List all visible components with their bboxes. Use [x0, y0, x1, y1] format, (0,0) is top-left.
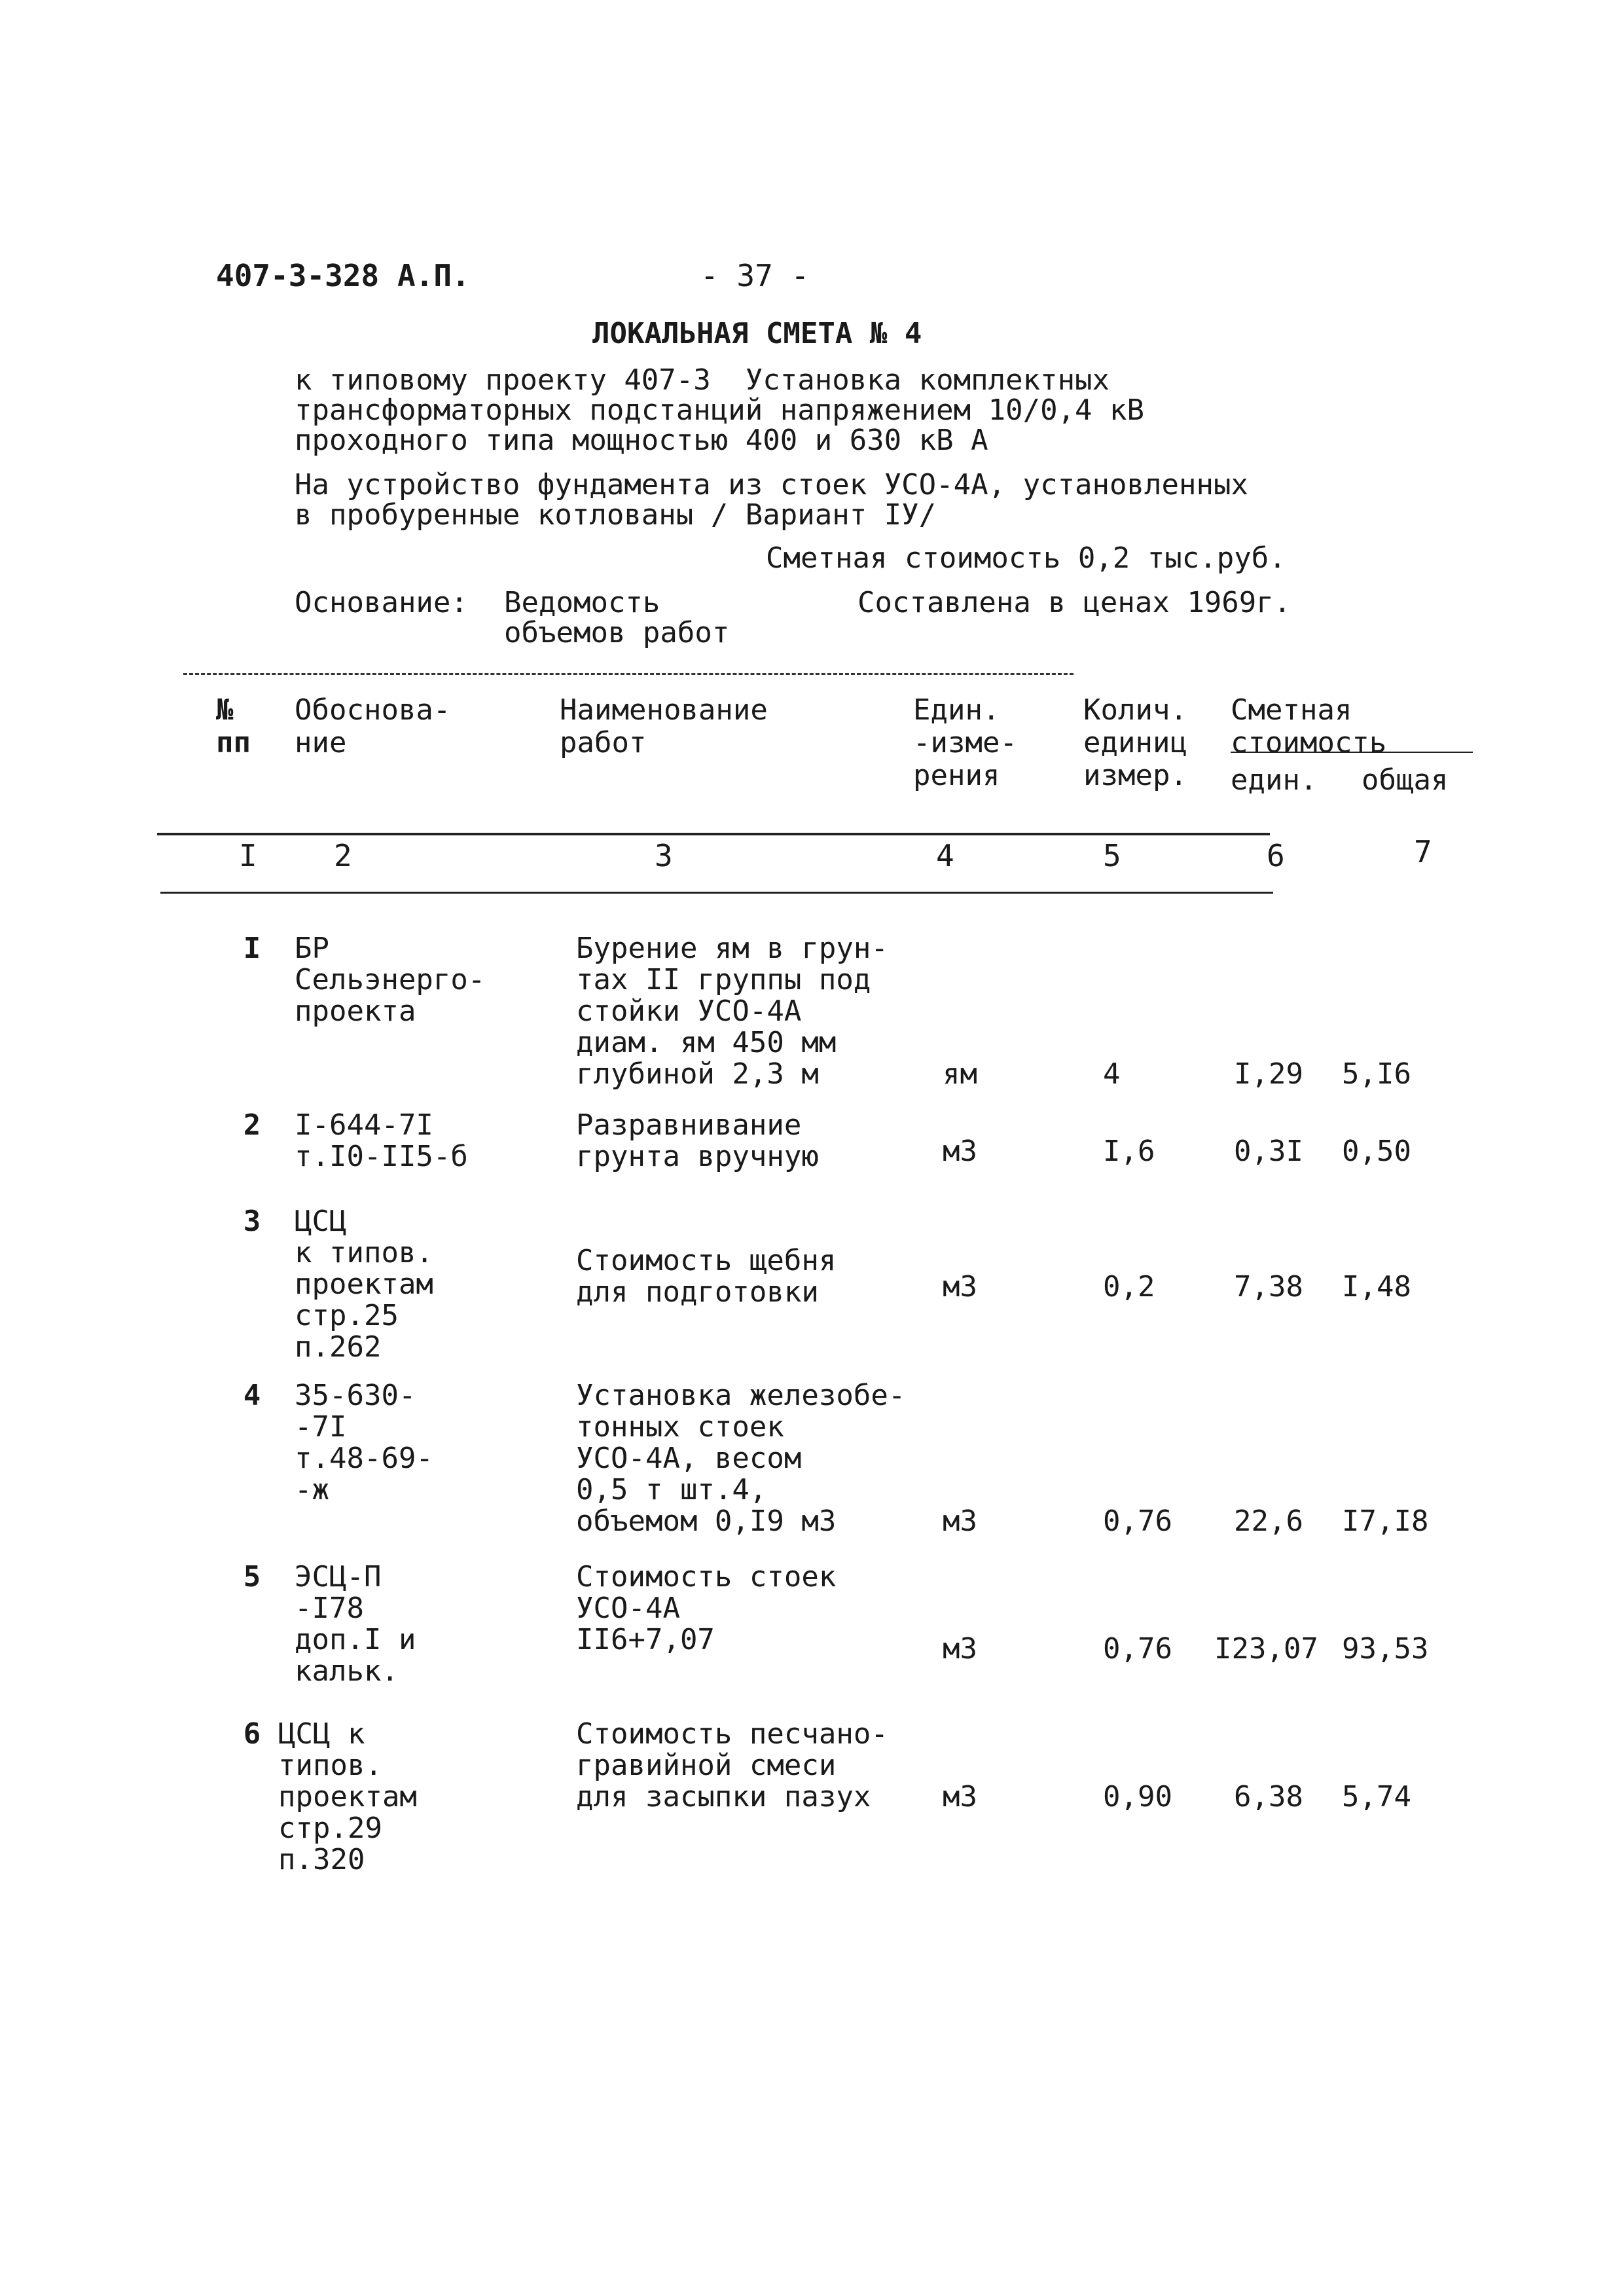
- basis-label: Основание:: [295, 586, 468, 619]
- row-unit: м3: [943, 1504, 977, 1538]
- col-number-3: 3: [655, 838, 673, 873]
- col-number-4: 4: [936, 838, 954, 873]
- row-qty: 0,90: [1103, 1780, 1172, 1813]
- row-name: Стоимость песчано- гравийной смеси для засыпки пазух: [576, 1717, 888, 1813]
- row-total-cost: I,48: [1342, 1270, 1411, 1303]
- page-number: - 37 -: [700, 258, 810, 293]
- subtitle-line-2: трансформаторных подстанций напряжением 10/0,4 кВ: [295, 393, 1145, 427]
- row-name: Разравнивание грунта вручную: [576, 1108, 819, 1173]
- cost-group-underline: [1231, 752, 1473, 753]
- row-unit-cost: I,29: [1234, 1057, 1303, 1091]
- row-total-cost: 5,74: [1342, 1780, 1411, 1813]
- row-num: I: [243, 932, 261, 965]
- col-number-7: 7: [1414, 834, 1432, 869]
- page-title: ЛОКАЛЬНАЯ СМЕТА № 4: [592, 317, 922, 350]
- row-qty: 0,76: [1103, 1632, 1172, 1666]
- row-unit: ям: [943, 1057, 977, 1091]
- row-total-cost: 0,50: [1342, 1135, 1411, 1168]
- row-basis: 35-630- -7I т.48-69- -ж: [295, 1379, 433, 1506]
- header-qty: Колич. единиц измер.: [1083, 693, 1187, 792]
- row-unit-cost: 22,6: [1234, 1504, 1303, 1538]
- row-unit: м3: [943, 1135, 977, 1168]
- row-basis: I-644-7I т.I0-II5-б: [295, 1108, 468, 1173]
- basis-value-line-2: объемов работ: [504, 616, 730, 649]
- row-basis: ЭСЦ-П -I78 доп.I и кальк.: [295, 1560, 416, 1688]
- purpose-line-2: в пробуренные котлованы / Вариант IУ/: [295, 498, 937, 532]
- row-qty: 4: [1103, 1057, 1121, 1091]
- row-name: Бурение ям в грун- тах II группы под стойки УСО-4А диам. ям 450 мм глубиной 2,3 м: [576, 932, 888, 1091]
- row-unit-cost: 6,38: [1234, 1780, 1303, 1813]
- row-num: 2: [243, 1108, 261, 1142]
- subtitle-line-1: к типовому проекту 407-3 Установка комплектных: [295, 363, 1110, 397]
- row-unit: м3: [943, 1632, 977, 1666]
- row-unit: м3: [943, 1270, 977, 1303]
- row-num: 3: [243, 1205, 261, 1238]
- col-number-5: 5: [1103, 838, 1121, 873]
- estimated-cost: Сметная стоимость 0,2 тыс.руб.: [766, 541, 1286, 575]
- document-code: 407-3-328 А.П.: [216, 258, 470, 293]
- row-name: Установка железобе- тонных стоек УСО-4А, весом 0,5 т шт.4, объемом 0,I9 м3: [576, 1379, 906, 1538]
- col-number-2: 2: [334, 838, 352, 873]
- row-qty: I,6: [1103, 1135, 1155, 1168]
- row-unit-cost: I23,07: [1214, 1632, 1318, 1666]
- column-numbers-bottom-rule: [160, 892, 1273, 894]
- row-total-cost: 5,I6: [1342, 1057, 1411, 1091]
- col-number-1: I: [239, 838, 257, 873]
- subtitle-line-3: проходного типа мощностью 400 и 630 кВ А: [295, 424, 988, 457]
- header-basis: Обоснова- ние: [295, 693, 451, 759]
- header-cost-unit: един.: [1231, 763, 1318, 797]
- row-total-cost: 93,53: [1342, 1632, 1429, 1666]
- row-basis: ЦСЦ к типов. проектам стр.29 п.320: [278, 1717, 417, 1876]
- table-top-rule: [183, 673, 1074, 675]
- row-total-cost: I7,I8: [1342, 1504, 1429, 1538]
- row-qty: 0,76: [1103, 1504, 1172, 1538]
- row-unit-cost: 7,38: [1234, 1270, 1303, 1303]
- prices-note: Составлена в ценах 1969г.: [857, 586, 1291, 619]
- header-cost-group: Сметная стоимость: [1231, 693, 1387, 759]
- column-numbers-top-rule: [157, 833, 1270, 835]
- col-number-6: 6: [1267, 838, 1285, 873]
- header-num: № пп: [216, 693, 251, 759]
- basis-value-line-1: Ведомость: [504, 586, 660, 619]
- row-qty: 0,2: [1103, 1270, 1155, 1303]
- row-num: 4: [243, 1379, 261, 1412]
- row-name: Стоимость стоек УСО-4А II6+7,07: [576, 1560, 837, 1656]
- row-basis: ЦСЦ к типов. проектам стр.25 п.262: [295, 1205, 433, 1364]
- row-basis: БР Сельэнерго- проекта: [295, 932, 486, 1028]
- header-name: Наименование работ: [560, 693, 768, 759]
- row-num: 6: [243, 1717, 261, 1751]
- header-unit: Един. -изме- рения: [913, 693, 1017, 792]
- row-num: 5: [243, 1560, 261, 1594]
- header-cost-total: общая: [1362, 763, 1449, 797]
- row-unit: м3: [943, 1780, 977, 1813]
- row-name: Стоимость щебня для подготовки: [576, 1244, 837, 1309]
- row-unit-cost: 0,3I: [1234, 1135, 1303, 1168]
- purpose-line-1: На устройство фундамента из стоек УСО-4А, установленных: [295, 468, 1248, 501]
